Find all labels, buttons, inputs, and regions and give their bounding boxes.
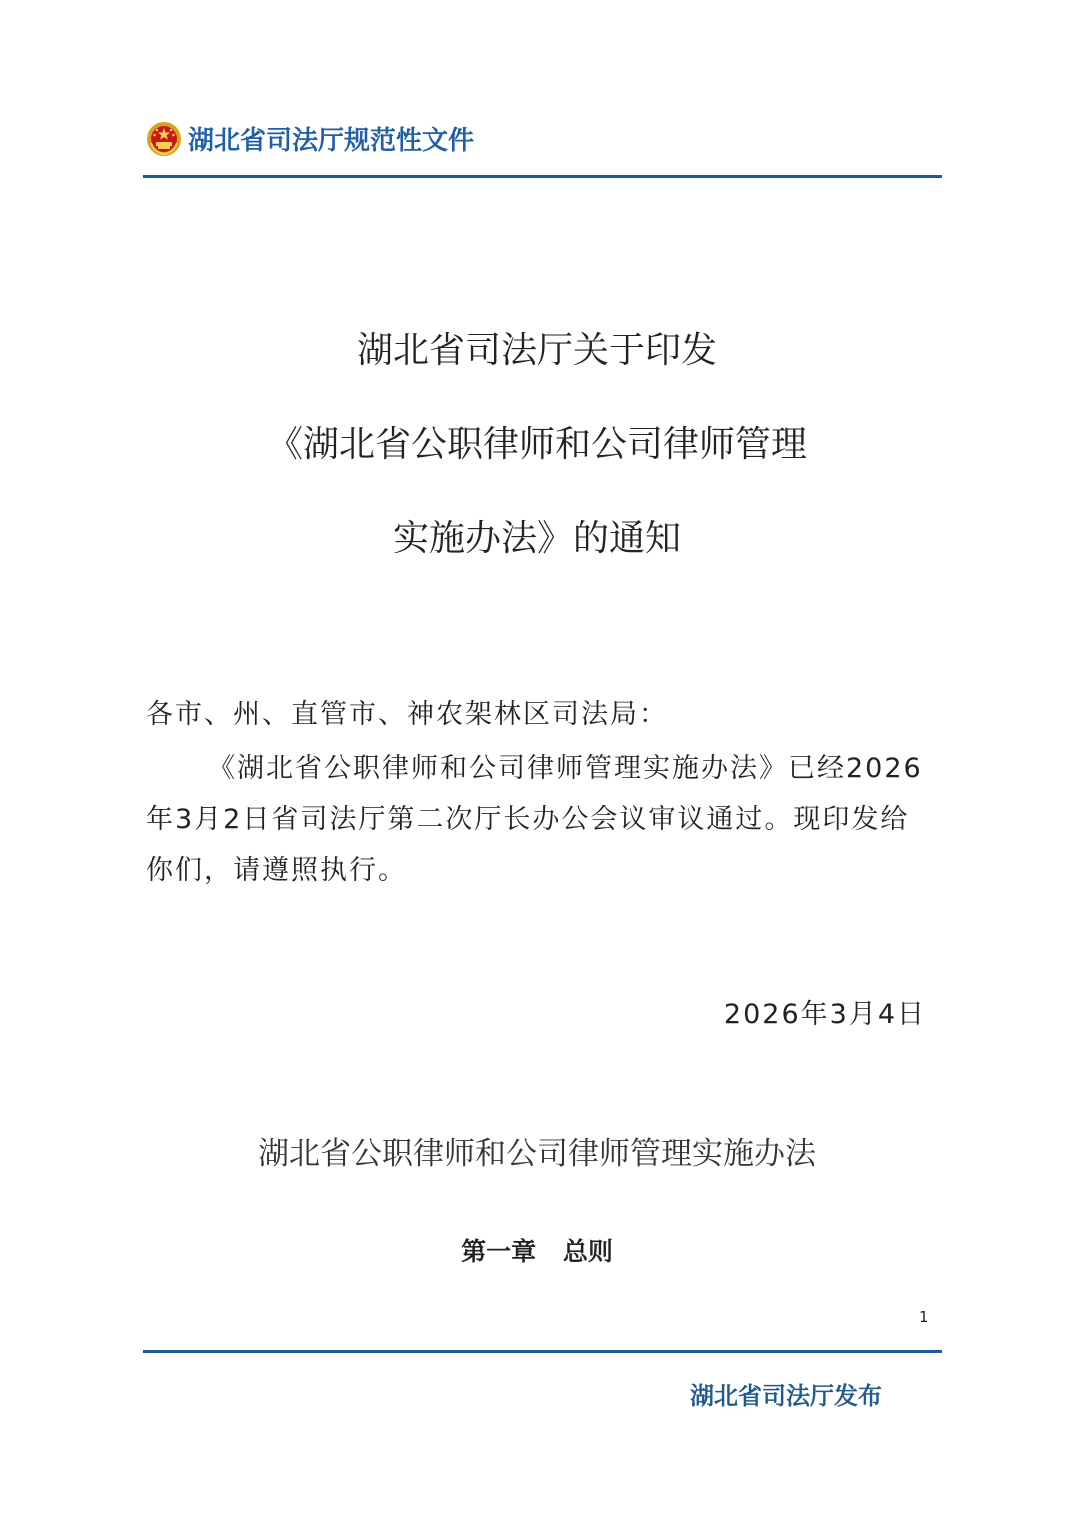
document-title-line-2: 《湖北省公职律师和公司律师管理 [266, 424, 807, 465]
publisher-footer: 湖北省司法厅发布 [690, 1382, 882, 1410]
chapter-heading: 第一章 总则 [461, 1237, 613, 1266]
salutation: 各市、州、直管市、神农架林区司法局： [146, 699, 668, 730]
issue-date: 2026年3月4日 [723, 999, 926, 1030]
page-number: 1 [919, 1308, 929, 1326]
national-emblem-icon [146, 121, 182, 157]
body-paragraph: 《湖北省公职律师和公司律师管理实施办法》已经2026年3月2日省司法厅第二次厅长办公会议审议通过。现印发给你们，请遵照执行。 [146, 753, 923, 886]
footer-divider [143, 1350, 942, 1353]
document-title-line-3: 实施办法》的通知 [392, 518, 681, 559]
document-header [146, 120, 474, 157]
regulation-title: 湖北省公职律师和公司律师管理实施办法 [258, 1136, 816, 1172]
header-divider [143, 175, 942, 178]
header-title: 湖北省司法厅规范性文件 [188, 126, 475, 156]
document-title-line-1: 湖北省司法厅关于印发 [356, 330, 717, 371]
